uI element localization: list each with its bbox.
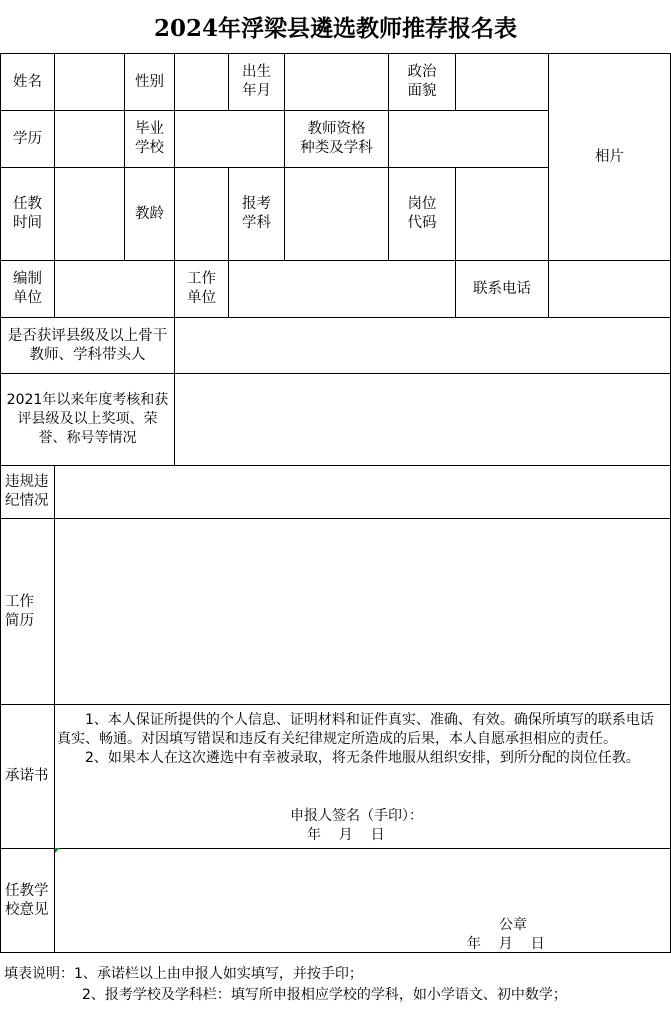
pledge-paragraph-1: 1、本人保证所提供的个人信息、证明材料和证件真实、准确、有效。确保所填写的联系电话真实、畅通。对因填写错误和违反有关纪律规定所造成的后果，本人自愿承担相应的责任。 (57, 712, 654, 747)
label-education: 学历 (0, 110, 55, 168)
label-post-code: 岗位 代码 (388, 167, 456, 261)
pledge-paragraph-2: 2、如果本人在这次遴选中有幸被录取，将无条件地服从组织安排，到所分配的岗位任教。 (85, 750, 640, 766)
field-teach-years[interactable] (174, 167, 229, 261)
field-resume[interactable] (54, 518, 671, 705)
label-pledge: 承诺书 (0, 704, 55, 849)
field-exam-subject[interactable] (284, 167, 389, 261)
field-violations[interactable] (54, 465, 671, 519)
label-political: 政治 面貌 (388, 53, 456, 111)
label-gender: 性别 (124, 53, 175, 111)
field-qualification[interactable] (388, 110, 549, 168)
label-phone: 联系电话 (455, 260, 549, 318)
field-name[interactable] (54, 53, 125, 111)
label-org-unit: 编制 单位 (0, 260, 55, 318)
label-work-unit: 工作 单位 (174, 260, 229, 318)
field-post-code[interactable] (455, 167, 549, 261)
label-name: 姓名 (0, 53, 55, 111)
label-teach-years: 教龄 (124, 167, 175, 261)
note-line-2: 2、报考学校及学科栏：填写所申报相应学校的学科，如小学语文、初中数学； (82, 987, 567, 1003)
label-exam-subject: 报考 学科 (228, 167, 285, 261)
signature-date: 年 月 日 (307, 827, 385, 843)
field-school-opinion[interactable] (54, 848, 671, 953)
note-line-1: 填表说明：1、承诺栏以上由申报人如实填写，并按手印； (4, 966, 363, 982)
field-org-unit[interactable] (54, 260, 175, 318)
label-school-opinion: 任教学校意见 (0, 848, 55, 953)
label-birth: 出生 年月 (228, 53, 285, 111)
field-awards[interactable] (174, 373, 671, 466)
label-awards: 2021年以来年度考核和获评县级及以上奖项、荣誉、称号等情况 (0, 373, 175, 466)
cell-comment-marker (55, 848, 60, 853)
field-gender[interactable] (174, 53, 229, 111)
field-phone[interactable] (548, 260, 671, 318)
seal-date: 年 月 日 (467, 936, 545, 952)
label-violations: 违规违纪情况 (0, 465, 55, 519)
seal-label: 公章 (499, 917, 527, 933)
form-title: 2024年浮梁县遴选教师推荐报名表 (153, 15, 517, 42)
label-school: 毕业 学校 (124, 110, 175, 168)
field-education[interactable] (54, 110, 125, 168)
photo-box[interactable]: 相片 (548, 53, 671, 261)
field-backbone[interactable] (174, 317, 671, 374)
field-work-unit[interactable] (228, 260, 456, 318)
field-political[interactable] (455, 53, 549, 111)
signature-label: 申报人签名（手印）： (290, 808, 423, 824)
label-resume: 工作 简历 (0, 518, 55, 705)
form-notes (4, 964, 669, 1006)
field-teach-time[interactable] (54, 167, 125, 261)
label-qualification: 教师资格 种类及学科 (284, 110, 389, 168)
pledge-text (57, 711, 665, 768)
field-birth[interactable] (284, 53, 389, 111)
label-backbone: 是否获评县级及以上骨干教师、学科带头人 (0, 317, 175, 374)
label-teach-time: 任教 时间 (0, 167, 55, 261)
field-school[interactable] (174, 110, 285, 168)
